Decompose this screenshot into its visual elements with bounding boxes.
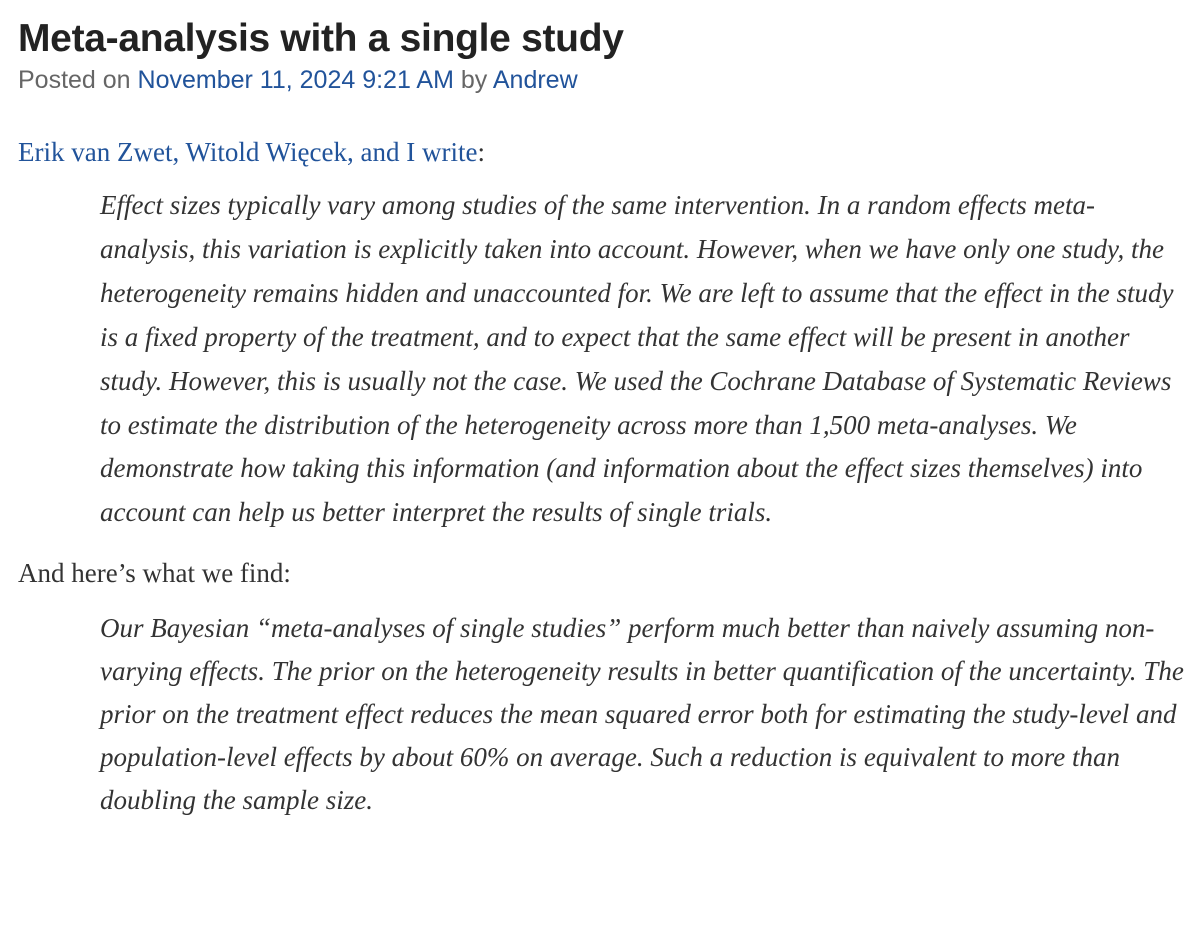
post-title: Meta-analysis with a single study (18, 17, 624, 60)
findings-intro: And here’s what we find: (18, 558, 291, 589)
author-link[interactable]: Andrew (492, 66, 578, 94)
findings-quote: Our Bayesian “meta-analyses of single studies” perform much better than naively assuming non-varying effects. The prior on the heterogeneity results in better quantification of the uncertainty. The prior on the treatment effect reduces the mean squared error both for estimating the study-level and population-level effects by about 60% on average. Such a reduction is equivalent to more than doubling the sample size. (100, 613, 1184, 816)
abstract-quote: Effect sizes typically vary among studies of the same intervention. In a random effects meta-analysis, this variation is explicitly taken into account. However, when we have only one study, the heterogeneity remains hidden and unaccounted for. We are left to assume that the effect in the study is a fixed property of the treatment, and to expect that the same effect will be present in another study. However, this is usually not the case. We used the Cochrane Database of Systematic Reviews to estimate the distribution of the heterogeneity across more than 1,500 meta-analyses. We demonstrate how taking this information (and information about the effect sizes themselves) into account can help us better interpret the results of single trials. (100, 190, 1174, 528)
blog-post (18, 14, 1186, 822)
paper-link[interactable]: Erik van Zwet, Witold Więcek, and I write (18, 137, 478, 167)
post-meta (18, 64, 1186, 96)
posted-on-label: Posted on (18, 66, 138, 94)
post-content (18, 132, 1186, 822)
post-date-link[interactable]: November 11, 2024 9:21 AM (137, 66, 454, 94)
intro-paragraph (18, 132, 1186, 172)
intro-colon: : (477, 137, 485, 167)
by-label: by (453, 66, 493, 94)
